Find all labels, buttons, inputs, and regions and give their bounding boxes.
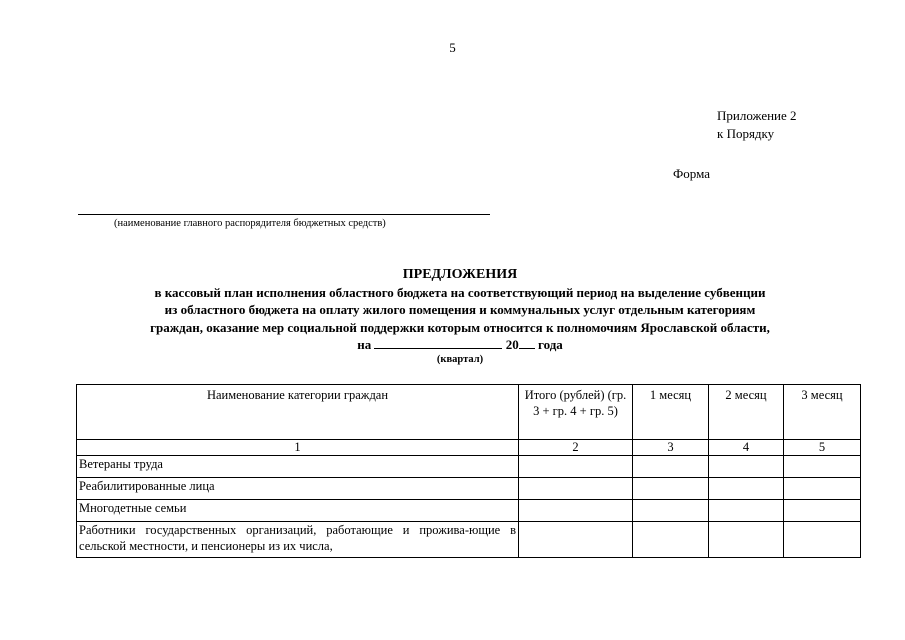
header-category: Наименование категории граждан bbox=[77, 385, 519, 440]
appendix-line-1: Приложение 2 bbox=[717, 108, 797, 123]
document-heading: ПРЕДЛОЖЕНИЯ bbox=[402, 267, 518, 282]
value-cell[interactable] bbox=[784, 478, 861, 500]
title-line-1: в кассовый план исполнения областного бюджета на соответствующий период на выделение субвенции bbox=[154, 284, 766, 300]
year-fill-line[interactable] bbox=[519, 336, 535, 349]
value-cell[interactable] bbox=[519, 500, 633, 522]
column-number: 1 bbox=[77, 440, 519, 456]
table-row bbox=[77, 478, 861, 500]
document-title-block bbox=[60, 266, 860, 366]
quarter-caption: (квартал) bbox=[436, 353, 484, 365]
value-cell[interactable] bbox=[709, 500, 784, 522]
table-row bbox=[77, 500, 861, 522]
value-cell[interactable] bbox=[519, 522, 633, 558]
header-total: Итого (рублей) (гр. 3 + гр. 4 + гр. 5) bbox=[519, 385, 633, 440]
title-line-3: граждан, оказание мер социальной поддержки которым относится к полномочиям Ярославской области, bbox=[150, 319, 770, 335]
value-cell[interactable] bbox=[784, 500, 861, 522]
category-cell: Реабилитированные лица bbox=[77, 478, 519, 500]
title-line-2: из областного бюджета на оплату жилого помещения и коммунальных услуг отдельным категориям bbox=[164, 302, 756, 317]
page-number: 5 bbox=[449, 40, 456, 55]
column-number: 2 bbox=[519, 440, 633, 456]
period-line bbox=[60, 336, 860, 354]
column-number-row bbox=[77, 440, 861, 456]
distributor-caption: (наименование главного распорядителя бюджетных средств) bbox=[114, 218, 386, 229]
value-cell[interactable] bbox=[784, 456, 861, 478]
column-number: 5 bbox=[784, 440, 861, 456]
value-cell[interactable] bbox=[519, 478, 633, 500]
value-cell[interactable] bbox=[519, 456, 633, 478]
appendix-line-2: к Порядку bbox=[717, 126, 775, 141]
value-cell[interactable] bbox=[633, 456, 709, 478]
category-cell: Многодетные семьи bbox=[77, 500, 519, 522]
form-label: Форма bbox=[673, 166, 710, 181]
value-cell[interactable] bbox=[709, 522, 784, 558]
value-cell[interactable] bbox=[709, 456, 784, 478]
value-cell[interactable] bbox=[633, 522, 709, 558]
column-number: 3 bbox=[633, 440, 709, 456]
table-row bbox=[77, 456, 861, 478]
value-cell[interactable] bbox=[709, 478, 784, 500]
header-month-3: 3 месяц bbox=[784, 385, 861, 440]
header-month-2: 2 месяц bbox=[709, 385, 784, 440]
appendix-reference bbox=[717, 107, 797, 143]
value-cell[interactable] bbox=[633, 478, 709, 500]
category-cell: Работники государственных организаций, работающие и прожива-ющие в сельской местности, и пенсионеры из их числа, bbox=[77, 522, 519, 558]
header-month-1: 1 месяц bbox=[633, 385, 709, 440]
proposals-table bbox=[76, 384, 861, 558]
quarter-fill-line[interactable] bbox=[374, 336, 502, 349]
year-prefix: 20 bbox=[505, 337, 519, 352]
value-cell[interactable] bbox=[784, 522, 861, 558]
year-suffix: года bbox=[537, 337, 563, 352]
table-header-row bbox=[77, 385, 861, 440]
category-cell: Ветераны труда bbox=[77, 456, 519, 478]
distributor-fill-line[interactable] bbox=[78, 214, 490, 215]
value-cell[interactable] bbox=[633, 500, 709, 522]
period-prefix: на bbox=[357, 337, 372, 352]
column-number: 4 bbox=[709, 440, 784, 456]
table-row bbox=[77, 522, 861, 558]
